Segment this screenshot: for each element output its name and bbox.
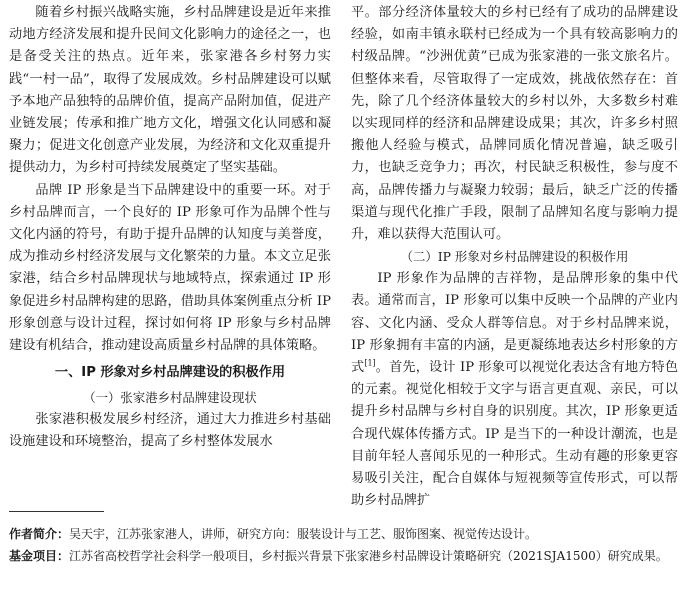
author-text: 吴天宇，江苏张家港人，讲师，研究方向：服装设计与工艺、服饰图案、视觉传达设计。	[69, 527, 538, 541]
subsection-2-text-a: IP 形象作为品牌的吉祥物，是品牌形象的集中代表。通常而言，IP 形象可以集中反映一个品牌的产业内容、文化内涵、受众人群等信息。对于乡村品牌来说，IP 形象拥有丰富的内涵，是更凝练地表达乡村形象的方式	[351, 271, 678, 376]
right-column	[351, 2, 678, 512]
subsection-1-paragraph: 张家港积极发展乡村经济，通过大力推进乡村基础设施建设和环境整治，提高了乡村整体发展水	[9, 412, 331, 450]
fund-text: 江苏省高校哲学社会科学一般项目，乡村振兴背景下张家港乡村品牌设计策略研究（2021SJA1500）研究成果。	[69, 549, 668, 563]
subsection-1-paragraph-continued: 平。部分经济体量较大的乡村已经有了成功的品牌建设经验，如南丰镇永联村已经成为一个具有较高影响力的村级品牌。“沙洲优黄”已成为张家港的一张文旅名片。但整体来看，尽管取得了一定成效，挑战依然存在：首先，除了几个经济体量较大的乡村以外，大多数乡村难以实现同样的经济和品牌建设成果；其次，许多乡村照搬他人经验与模式，品牌同质化情况普遍，缺乏吸引力，也缺乏竞争力；再次，村民缺乏积极性，参与度不高，品牌传播力与凝聚力较弱；最后，缺乏广泛的传播渠道与现代化推广手段，限制了品牌知名度与影响力提升，难以获得大范围认可。	[351, 5, 678, 243]
section-heading-1: 一、IP 形象对乡村品牌建设的积极作用	[54, 365, 286, 381]
fund-label: 基金项目：	[9, 549, 70, 563]
citation-ref: [1]	[364, 358, 376, 368]
subsection-heading-2: （二）IP 形象对乡村品牌建设的积极作用	[400, 249, 629, 265]
left-column	[9, 2, 331, 454]
subsection-heading-1: （一）张家港乡村品牌建设现状	[83, 390, 257, 406]
fund-footnote	[9, 546, 679, 566]
intro-paragraph-1: 随着乡村振兴战略实施，乡村品牌建设是近年来推动地方经济发展和提升民间文化影响力的途径之一，也是备受关注的热点。近年来，张家港各乡村努力实践“一村一品”，取得了发展成效。乡村品牌建设可以赋予本地产品独特的品牌价值，提高产品附加值，促进产业链发展；传承和推广地方文化，增强文化认同感和凝聚力；促进文化创意产业发展，为经济和文化双重提升提供动力，为乡村可持续发展奠定了坚实基础。	[9, 5, 331, 176]
subsection-2-paragraph	[351, 268, 678, 512]
author-footnote	[9, 524, 679, 544]
intro-paragraph-2: 品牌 IP 形象是当下品牌建设中的重要一环。对于乡村品牌而言，一个良好的 IP 形象可作为品牌个性与文化内涵的符号，有助于提升品牌的认知度与美誉度，成为推动乡村经济发展与文化繁荣的力量。本文立足张家港，结合乡村品牌现状与地域特点，探索通过 IP 形象促进乡村品牌构建的思路，借助具体案例重点分析 IP 形象创意与设计过程，探讨如何将 IP 形象与乡村品牌建设有机结合，推动建设高质量乡村品牌的具体策略。	[9, 182, 331, 354]
author-label: 作者简介：	[9, 527, 70, 541]
subsection-2-text-b: 。首先，设计 IP 形象可以视觉化表达含有地方特色的元素。视觉化相较于文字与语言更直观、亲民，可以提升乡村品牌与乡村自身的识别度。其次，IP 形象更适合现代媒体传播方式。IP 是当下的一种设计潮流，也是目前年轻人喜闻乐见的一种形式。生动有趣的形象更容易吸引关注，配合自媒体与短视频等宣传形式，可以帮助乡村品牌扩	[351, 360, 679, 509]
footnote-divider	[9, 511, 104, 512]
